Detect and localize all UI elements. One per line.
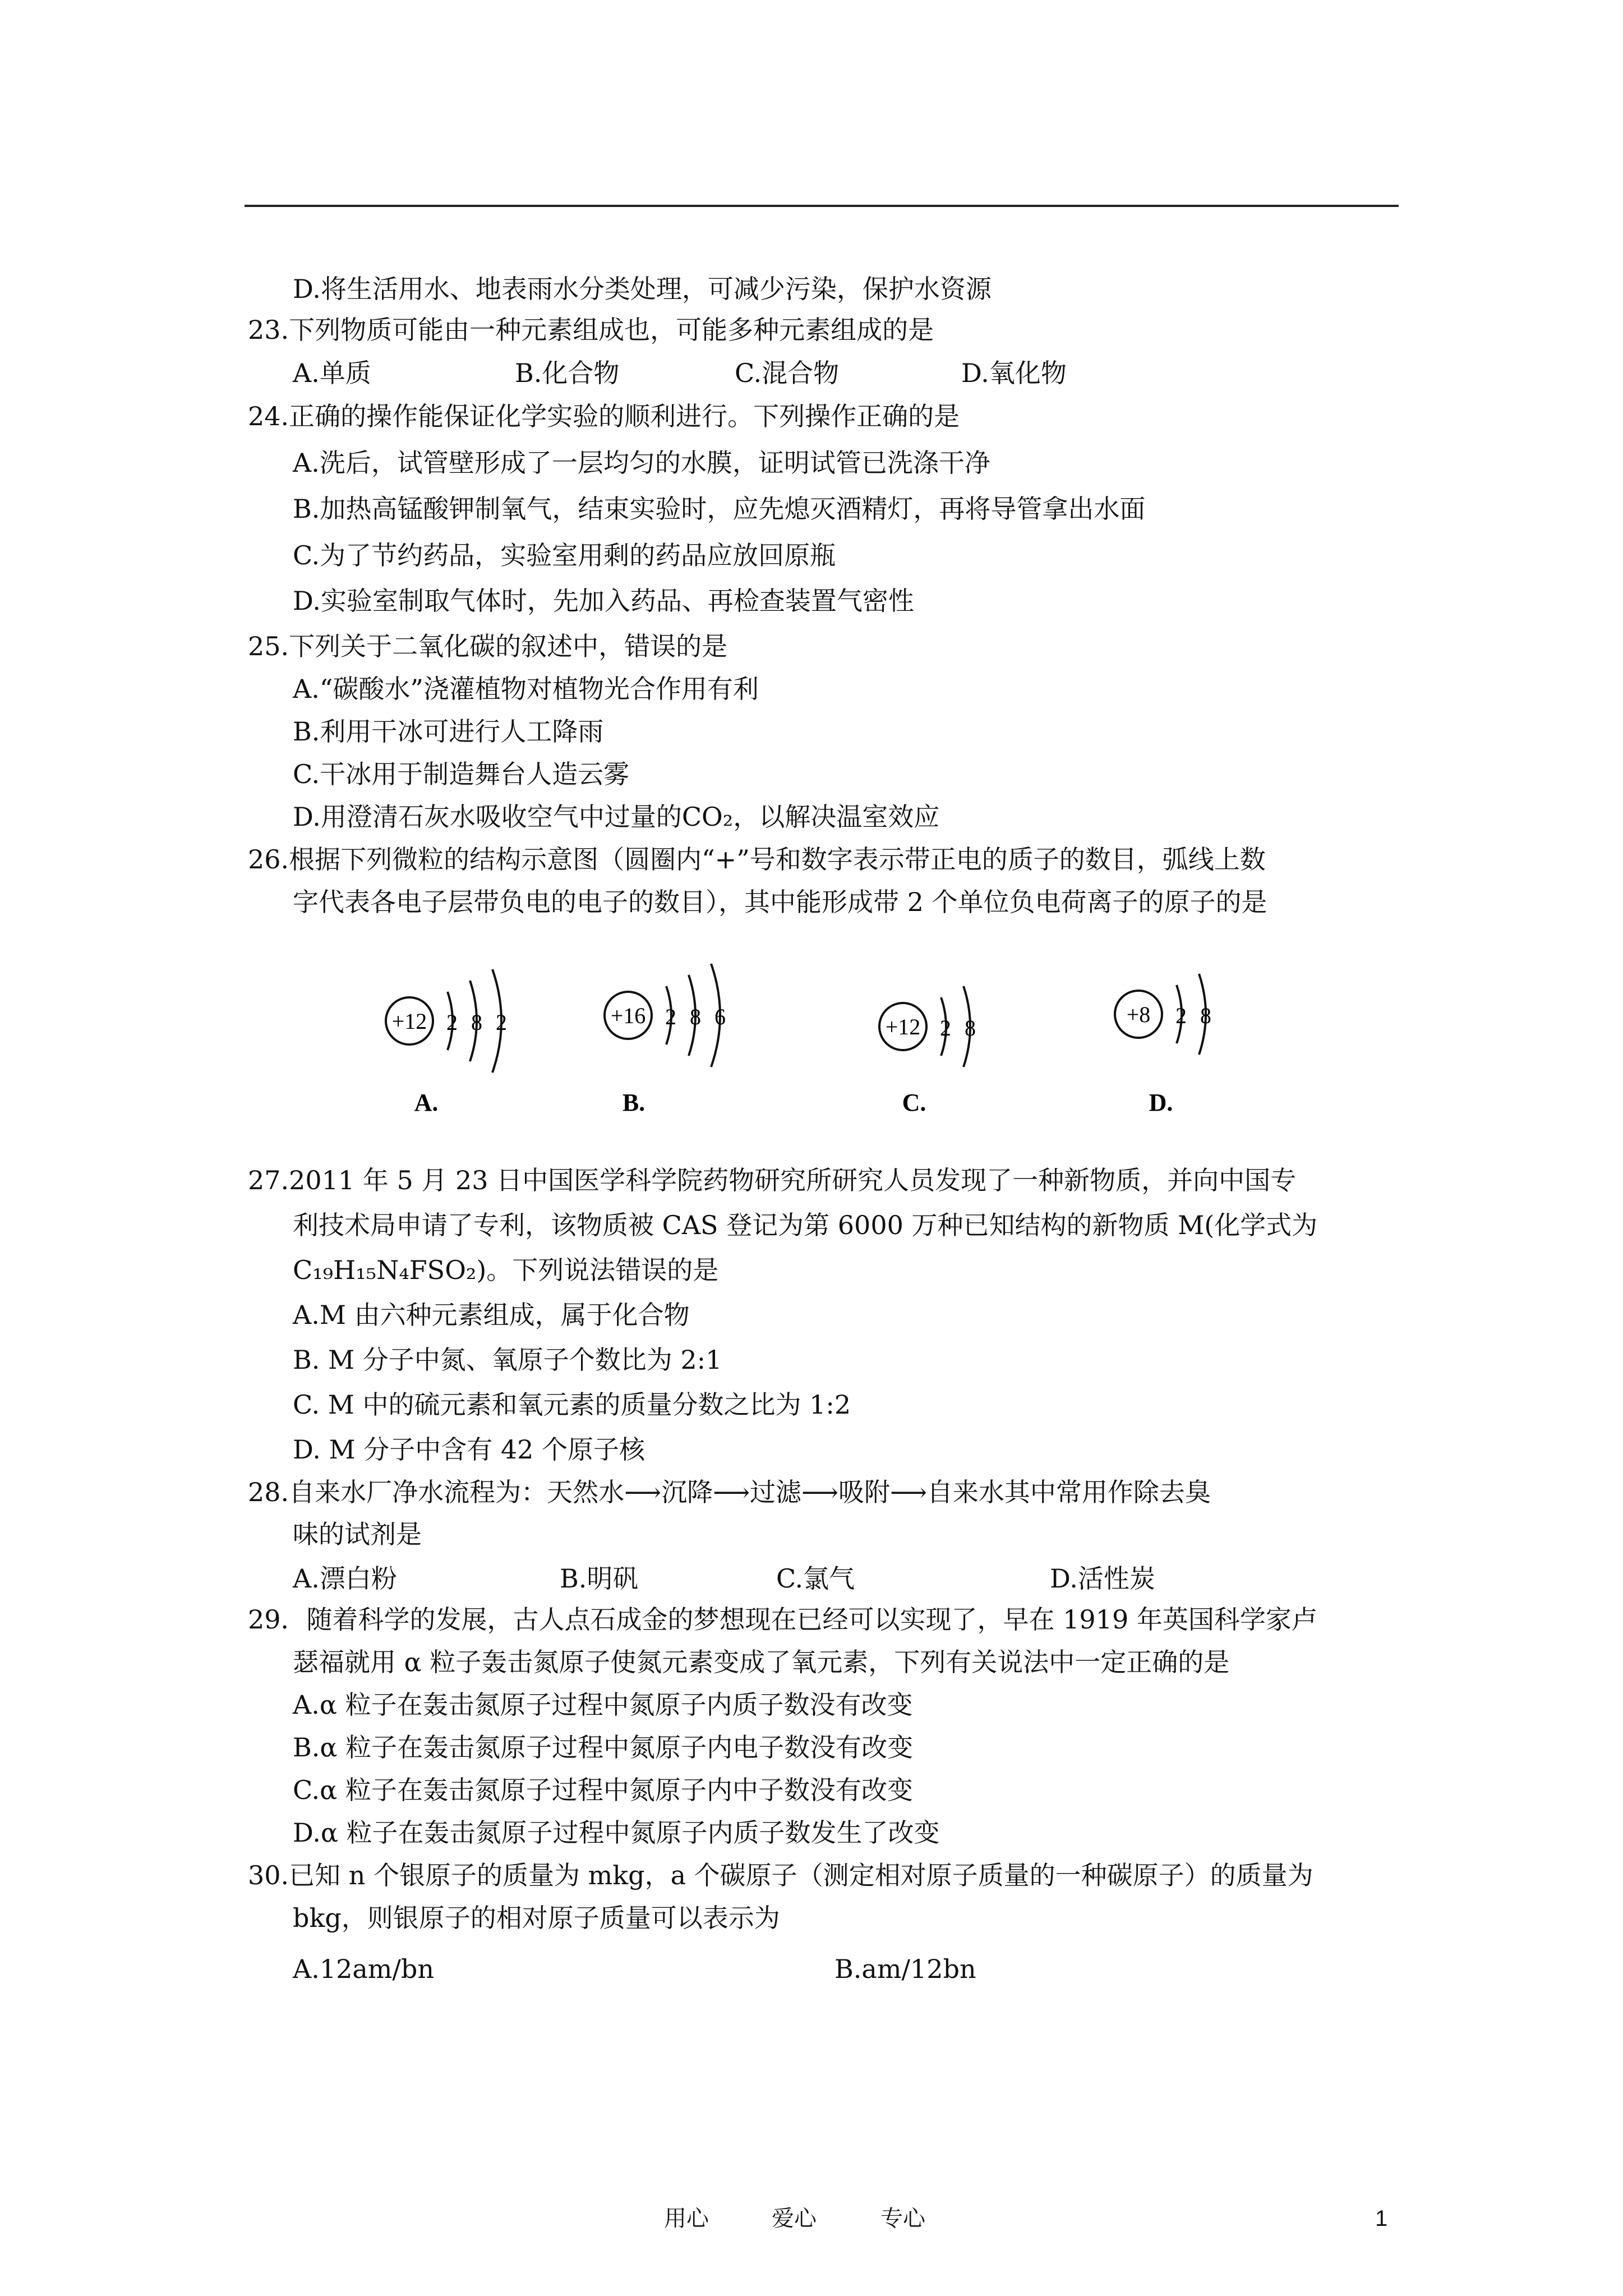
q27-option-c: C. M 中的硫元素和氧元素的质量分数之比为 1:2 bbox=[293, 1389, 851, 1420]
shell-electron-count: 8 bbox=[690, 1004, 701, 1029]
q27-stem-line3: C₁₉H₁₅N₄FSO₂)。下列说法错误的是 bbox=[293, 1255, 719, 1285]
q29-option-b: B.α 粒子在轰击氮原子过程中氮原子内电子数没有改变 bbox=[293, 1732, 914, 1763]
page-number: 1 bbox=[1375, 2206, 1388, 2231]
shell-electron-count: 2 bbox=[496, 1010, 507, 1035]
shell-electron-count: 6 bbox=[714, 1004, 726, 1029]
q25-option-d: D.用澄清石灰水吸收空气中过量的CO₂，以解决温室效应 bbox=[293, 802, 940, 832]
q27-option-a: A.M 由六种元素组成，属于化合物 bbox=[293, 1300, 690, 1330]
q24-option-d: D.实验室制取气体时，先加入药品、再检查装置气密性 bbox=[293, 586, 914, 616]
atom-diagram-a bbox=[386, 969, 507, 1116]
q24-option-c: C.为了节约药品，实验室用剩的药品应放回原瓶 bbox=[293, 540, 836, 570]
q29-stem-line1: 29．随着科学的发展，古人点石成金的梦想现在已经可以实现了，早在 1919 年英国科学家卢 bbox=[248, 1604, 1317, 1635]
q27-stem-line1: 27.2011 年 5 月 23 日中国医学科学院药物研究所研究人员发现了一种新物质，并向中国专 bbox=[248, 1165, 1297, 1195]
q30-option-a: A.12am/bn bbox=[293, 1954, 434, 1984]
q27-stem-line2: 利技术局申请了专利，该物质被 CAS 登记为第 6000 万种已知结构的新物质 M(化学式为 bbox=[293, 1210, 1318, 1240]
q30-option-b: B.am/12bn bbox=[834, 1954, 976, 1984]
q27-option-b: B. M 分子中氮、氧原子个数比为 2:1 bbox=[293, 1345, 722, 1375]
q28-option-a: A.漂白粉 bbox=[293, 1563, 397, 1594]
atom-label: C. bbox=[902, 1089, 926, 1116]
q28-stem-line2: 味的试剂是 bbox=[293, 1519, 422, 1549]
shell-electron-count: 8 bbox=[1200, 1003, 1211, 1028]
q27-option-d: D. M 分子中含有 42 个原子核 bbox=[293, 1434, 645, 1465]
q22-option-d: D.将生活用水、地表雨水分类处理，可减少污染，保护水资源 bbox=[293, 274, 992, 304]
q23-stem: 23.下列物质可能由一种元素组成也，可能多种元素组成的是 bbox=[248, 315, 934, 345]
q25-stem: 25.下列关于二氧化碳的叙述中，错误的是 bbox=[248, 631, 728, 661]
nucleus-charge: +12 bbox=[391, 1009, 427, 1034]
atom-label: A. bbox=[414, 1089, 439, 1116]
atom-label: D. bbox=[1149, 1089, 1173, 1116]
q30-stem-line2: bkg，则银原子的相对原子质量可以表示为 bbox=[293, 1903, 780, 1933]
shell-electron-count: 2 bbox=[665, 1004, 676, 1029]
q29-option-d: D.α 粒子在轰击氮原子过程中氮原子内质子数发生了改变 bbox=[293, 1818, 940, 1848]
nucleus-charge: +8 bbox=[1126, 1002, 1151, 1027]
q29-option-c: C.α 粒子在轰击氮原子过程中氮原子内中子数没有改变 bbox=[293, 1775, 913, 1805]
q26-stem-line2: 字代表各电子层带负电的电子的数目），其中能形成带 2 个单位负电荷离子的原子的是 bbox=[293, 887, 1267, 917]
q28-option-b: B.明矾 bbox=[560, 1563, 639, 1594]
shell-electron-count: 2 bbox=[446, 1010, 458, 1035]
atom-diagram-b bbox=[605, 964, 726, 1116]
footer-slogan-2: 爱心 bbox=[772, 2206, 817, 2231]
header-rule bbox=[245, 205, 1399, 207]
q26-stem-line1: 26.根据下列微粒的结构示意图（圆圈内“+”号和数字表示带正电的质子的数目，弧线上数 bbox=[248, 844, 1266, 875]
q29-option-a: A.α 粒子在轰击氮原子过程中氮原子内质子数没有改变 bbox=[293, 1690, 913, 1720]
q30-stem-line1: 30.已知 n 个银原子的质量为 mkg，a 个碳原子（测定相对原子质量的一种碳原子）的质量为 bbox=[248, 1860, 1313, 1890]
q24-stem: 24.正确的操作能保证化学实验的顺利进行。下列操作正确的是 bbox=[248, 401, 960, 431]
q25-option-b: B.利用干冰可进行人工降雨 bbox=[293, 716, 604, 747]
nucleus-charge: +16 bbox=[610, 1003, 646, 1028]
q23-option-a: A.单质 bbox=[293, 358, 371, 388]
q25-option-a: A.“碳酸水”浇灌植物对植物光合作用有利 bbox=[293, 674, 759, 704]
nucleus-charge: +12 bbox=[885, 1014, 921, 1039]
footer-slogan-3: 专心 bbox=[880, 2206, 925, 2231]
q28-option-c: C.氯气 bbox=[776, 1563, 855, 1594]
q23-option-b: B.化合物 bbox=[515, 358, 620, 388]
q24-option-a: A.洗后，试管壁形成了一层均匀的水膜，证明试管已洗涤干净 bbox=[293, 448, 990, 478]
atom-diagram-c bbox=[879, 986, 976, 1116]
q23-option-c: C.混合物 bbox=[735, 358, 840, 388]
shell-electron-count: 8 bbox=[471, 1010, 482, 1035]
shell-electron-count: 2 bbox=[1175, 1003, 1187, 1028]
q24-option-b: B.加热高锰酸钾制氧气，结束实验时，应先熄灭酒精灯，再将导管拿出水面 bbox=[293, 494, 1146, 524]
atom-structure-diagrams bbox=[359, 948, 1312, 1133]
q23-option-d: D.氧化物 bbox=[961, 358, 1067, 388]
atom-diagram-d bbox=[1115, 974, 1211, 1116]
q25-option-c: C.干冰用于制造舞台人造云雾 bbox=[293, 759, 630, 789]
atom-label: B. bbox=[622, 1089, 645, 1116]
shell-electron-count: 8 bbox=[965, 1015, 976, 1041]
q29-stem-line2: 瑟福就用 α 粒子轰击氮原子使氮元素变成了氧元素，下列有关说法中一定正确的是 bbox=[293, 1647, 1230, 1677]
q28-stem-line1: 28.自来水厂净水流程为：天然水⟶沉降⟶过滤⟶吸附⟶自来水其中常用作除去臭 bbox=[248, 1477, 1211, 1507]
footer-slogan-1: 用心 bbox=[664, 2206, 709, 2231]
shell-electron-count: 2 bbox=[940, 1015, 951, 1041]
q28-option-d: D.活性炭 bbox=[1050, 1563, 1155, 1594]
